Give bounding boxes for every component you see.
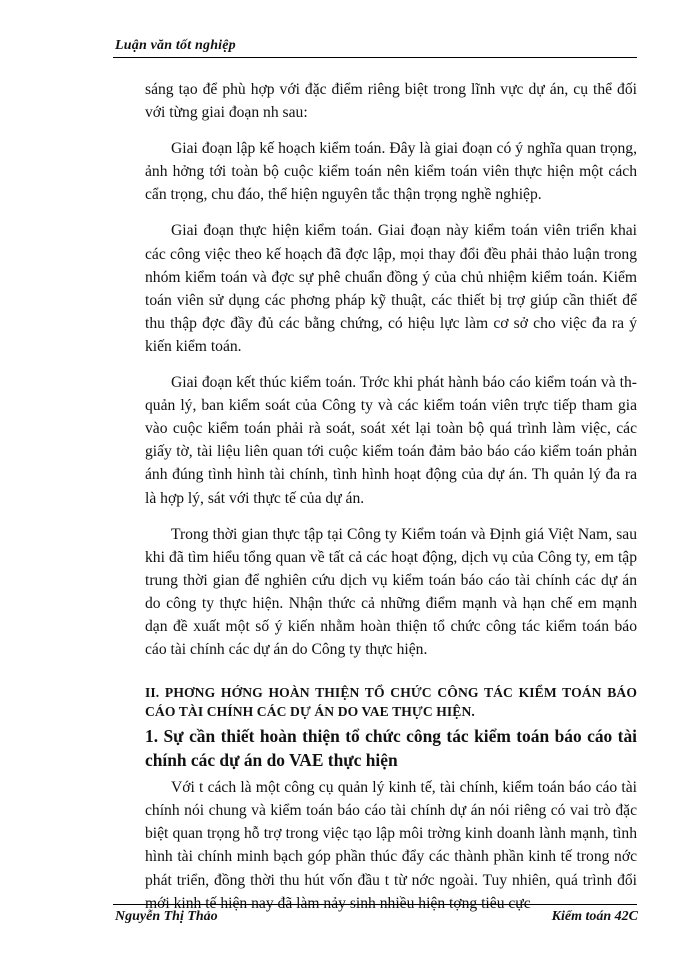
subsection-heading-1: 1. Sự cần thiết hoàn thiện tổ chức công tác kiểm toán báo cáo tài chính các dự án do VAE thực hiện (145, 726, 637, 771)
section-heading-ii: II. PHƠNG HỚNG HOÀN THIỆN TỔ CHỨC CÔNG TÁC KIỂM TOÁN BÁO CÁO TÀI CHÍNH CÁC DỰ ÁN DO VAE THỰC HIỆN. (145, 685, 637, 720)
paragraph-execution-phase: Giai đoạn thực hiện kiểm toán. Giai đoạn này kiểm toán viên triển khai các công việc theo kế hoạch đã đợc lập, mọi thay đổi đều phải thảo luận trong nhóm kiểm toán và đợc sự phê chuẩn đồng ý của chủ nhiệm kiểm toán. Kiểm toán viên sử dụng các phơng pháp kỹ thuật, các thiết bị trợ giúp cần thiết để thu thập đợc đầy đủ các bằng chứng, có hiệu lực làm cơ sở cho việc đa ra ý kiến kiểm toán. (145, 222, 637, 355)
paragraph-planning-phase: Giai đoạn lập kế hoạch kiểm toán. Đây là giai đoạn có ý nghĩa quan trọng, ảnh hởng tới toàn bộ cuộc kiểm toán nên kiểm toán viên thực hiện một cách cẩn trọng, chu đáo, thể hiện nguyên tắc thận trọng nghề nghiệp. (145, 140, 637, 204)
footer-class: Kiểm toán 42C (551, 909, 638, 924)
page-header-title: Luận văn tốt nghiệp (115, 38, 236, 53)
page-body (145, 78, 637, 928)
paragraph-internship: Trong thời gian thực tập tại Công ty Kiểm toán và Định giá Việt Nam, sau khi đã tìm hiểu tổng quan về tất cả các hoạt động, dịch vụ của Công ty, em tập trung thời gian để nghiên cứu dịch vụ kiểm toán báo cáo tài chính các dự án do công ty thực hiện. Nhận thức cả những điểm mạnh và hạn chế em mạnh dạn đề xuất một số ý kiến nhằm hoàn thiện tổ chức công tác kiểm toán báo cáo tài chính các dự án do Công ty thực hiện. (145, 525, 637, 659)
paragraph-completion-phase: Giai đoạn kết thúc kiểm toán. Trớc khi phát hành báo cáo kiểm toán và th quản lý, ban kiểm soát của Công ty và các kiểm toán viên trực tiếp tham gia vào cuộc kiểm toán phải rà soát, soát xét lại toàn bộ quá trình làm việc, các giấy tờ, tài liệu liên quan tới cuộc kiểm toán đảm bảo báo cáo kiểm toán phản ánh đúng tình hình tài chính, tình hình hoạt động của dự án. Th quản lý đa ra là hợp lý, sát với thực tế của dự án. (145, 374, 637, 507)
header-rule (113, 57, 637, 58)
footer-rule (113, 904, 637, 905)
paragraph-necessity: Với t cách là một công cụ quản lý kinh tế, tài chính, kiểm toán báo cáo tài chính nói chung và kiểm toán báo cáo tài chính dự án nói riêng có vai trò đặc biệt quan trọng hỗ trợ trong việc tạo lập môi trờng kinh doanh lành mạnh, tình hình tài chính minh bạch góp phần thúc đẩy các thành phần kinh tế trong nớc phát triển, đồng thời thu hút vốn đầu t từ nớc ngoài. Tuy nhiên, quá trình đổi mới kinh tế hiện nay đã làm nảy sinh nhiều hiện tợng tiêu cực (145, 779, 637, 912)
footer-author: Nguyễn Thị Thảo (115, 909, 218, 924)
paragraph-continuation: sáng tạo để phù hợp với đặc điểm riêng biệt trong lĩnh vực dự án, cụ thể đối với từng giai đoạn nh sau: (145, 81, 637, 122)
